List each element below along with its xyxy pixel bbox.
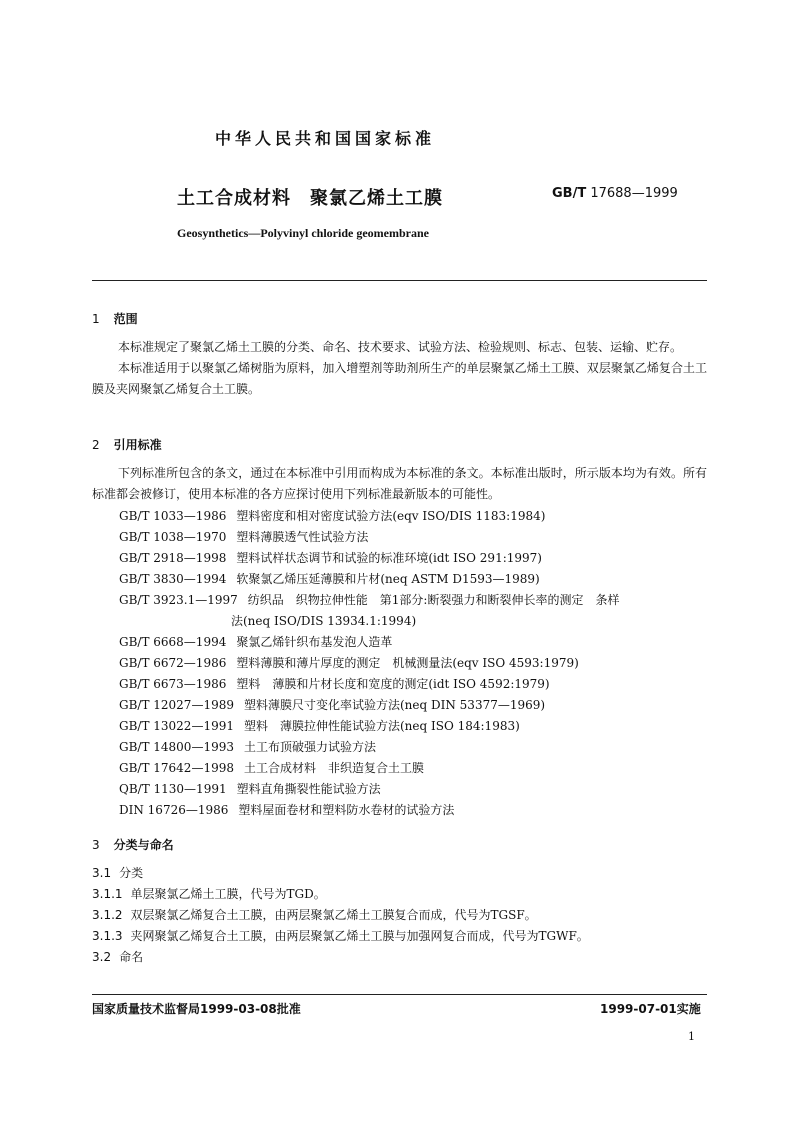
section-3-items [92, 863, 589, 968]
clause-number: 3.1.1 [92, 887, 123, 901]
section-1-body [92, 337, 707, 400]
standard-prefix: GB/T [552, 186, 587, 201]
reference-title: 纺织品 织物拉伸性能 第1部分:断裂强力和断裂伸长率的测定 条样 [247, 593, 620, 607]
reference-title: 塑料直角撕裂性能试验方法 [236, 782, 381, 796]
reference-code: GB/T 3830—1994 [119, 572, 227, 586]
clause-item [92, 947, 589, 968]
reference-code: GB/T 6673—1986 [119, 677, 227, 691]
reference-code: GB/T 17642—1998 [119, 761, 234, 775]
reference-code: GB/T 3923.1—1997 [119, 593, 238, 607]
section-1-paragraph: 本标准适用于以聚氯乙烯树脂为原料，加入增塑剂等助剂所生产的单层聚氯乙烯土工膜、双层聚氯乙烯复合土工膜及夹网聚氯乙烯复合土工膜。 [92, 361, 707, 396]
reference-item [119, 779, 709, 800]
reference-title: 塑料薄膜透气性试验方法 [236, 530, 369, 544]
reference-title: 塑料密度和相对密度试验方法(eqv ISO/DIS 1183:1984) [236, 509, 546, 523]
clause-item [92, 926, 589, 947]
reference-code: GB/T 2918—1998 [119, 551, 227, 565]
reference-code: GB/T 12027—1989 [119, 698, 234, 712]
reference-code: DIN 16726—1986 [119, 803, 229, 817]
section-2-paragraph: 下列标准所包含的条文，通过在本标准中引用而构成为本标准的条文。本标准出版时，所示版本均为有效。所有标准都会被修订，使用本标准的各方应探讨使用下列标准最新版本的可能性。 [92, 466, 707, 501]
reference-item [119, 590, 709, 632]
english-title: Geosynthetics—Polyvinyl chloride geomembrane [177, 226, 429, 240]
reference-item [119, 758, 709, 779]
header-divider [92, 280, 707, 281]
reference-title: 塑料 薄膜拉伸性能试验方法(neq ISO 184:1983) [243, 719, 520, 733]
clause-item [92, 905, 589, 926]
reference-item [119, 632, 709, 653]
section-1-heading: 1 范围 [92, 312, 138, 326]
reference-code: GB/T 6672—1986 [119, 656, 227, 670]
reference-item [119, 800, 709, 821]
clause-text: 夹网聚氯乙烯复合土工膜，由两层聚氯乙烯土工膜与加强网复合而成，代号为TGWF。 [130, 929, 589, 943]
reference-title: 土工合成材料 非织造复合土工膜 [243, 761, 424, 775]
effective-date: 1999-07-01实施 [600, 1002, 701, 1016]
reference-item [119, 674, 709, 695]
reference-code: QB/T 1130—1991 [119, 782, 227, 796]
reference-item [119, 506, 709, 527]
reference-item [119, 695, 709, 716]
reference-title: 土工布顶破强力试验方法 [243, 740, 376, 754]
section-2-body [92, 463, 707, 505]
section-2-heading: 2 引用标准 [92, 438, 162, 452]
reference-title: 塑料屋面卷材和塑料防水卷材的试验方法 [238, 803, 455, 817]
clause-item [92, 863, 589, 884]
clause-item [92, 884, 589, 905]
reference-title: 塑料薄膜尺寸变化率试验方法(neq DIN 53377—1969) [243, 698, 546, 712]
clause-text: 分类 [119, 866, 144, 880]
clause-number: 3.1 [92, 866, 112, 880]
reference-title: 聚氯乙烯针织布基发泡人造革 [236, 635, 393, 649]
section-3-heading: 3 分类与命名 [92, 838, 174, 852]
clause-number: 3.2 [92, 950, 112, 964]
reference-item [119, 569, 709, 590]
issued-by: 国家质量技术监督局1999-03-08批准 [92, 1002, 301, 1016]
section-1-paragraph: 本标准规定了聚氯乙烯土工膜的分类、命名、技术要求、试验方法、检验规则、标志、包装、运输、贮存。 [118, 340, 683, 354]
clause-text: 双层聚氯乙烯复合土工膜，由两层聚氯乙烯土工膜复合而成，代号为TGSF。 [130, 908, 537, 922]
reference-item [119, 716, 709, 737]
clause-text: 命名 [119, 950, 144, 964]
reference-title: 软聚氯乙烯压延薄膜和片材(neq ASTM D1593—1989) [236, 572, 540, 586]
reference-code: GB/T 1033—1986 [119, 509, 227, 523]
reference-title-continued: 法(neq ISO/DIS 13934.1:1994) [231, 614, 417, 628]
reference-list [119, 506, 709, 821]
page-number: 1 [688, 1030, 695, 1043]
reference-code: GB/T 6668—1994 [119, 635, 227, 649]
standard-number [552, 186, 678, 201]
clause-text: 单层聚氯乙烯土工膜，代号为TGD。 [130, 887, 326, 901]
document-title: 土工合成材料 聚氯乙烯土工膜 [177, 188, 443, 209]
reference-item [119, 548, 709, 569]
reference-title: 塑料 薄膜和片材长度和宽度的测定(idt ISO 4592:1979) [236, 677, 550, 691]
clause-number: 3.1.3 [92, 929, 123, 943]
reference-code: GB/T 13022—1991 [119, 719, 234, 733]
reference-code: GB/T 14800—1993 [119, 740, 234, 754]
footer-divider [92, 994, 707, 995]
national-standard-heading: 中华人民共和国国家标准 [214, 129, 435, 148]
reference-item [119, 737, 709, 758]
reference-title: 塑料薄膜和薄片厚度的测定 机械测量法(eqv ISO 4593:1979) [236, 656, 579, 670]
reference-item [119, 653, 709, 674]
reference-title: 塑料试样状态调节和试验的标准环境(idt ISO 291:1997) [236, 551, 542, 565]
reference-code: GB/T 1038—1970 [119, 530, 227, 544]
clause-number: 3.1.2 [92, 908, 123, 922]
standard-code: 17688—1999 [590, 186, 678, 201]
reference-item [119, 527, 709, 548]
